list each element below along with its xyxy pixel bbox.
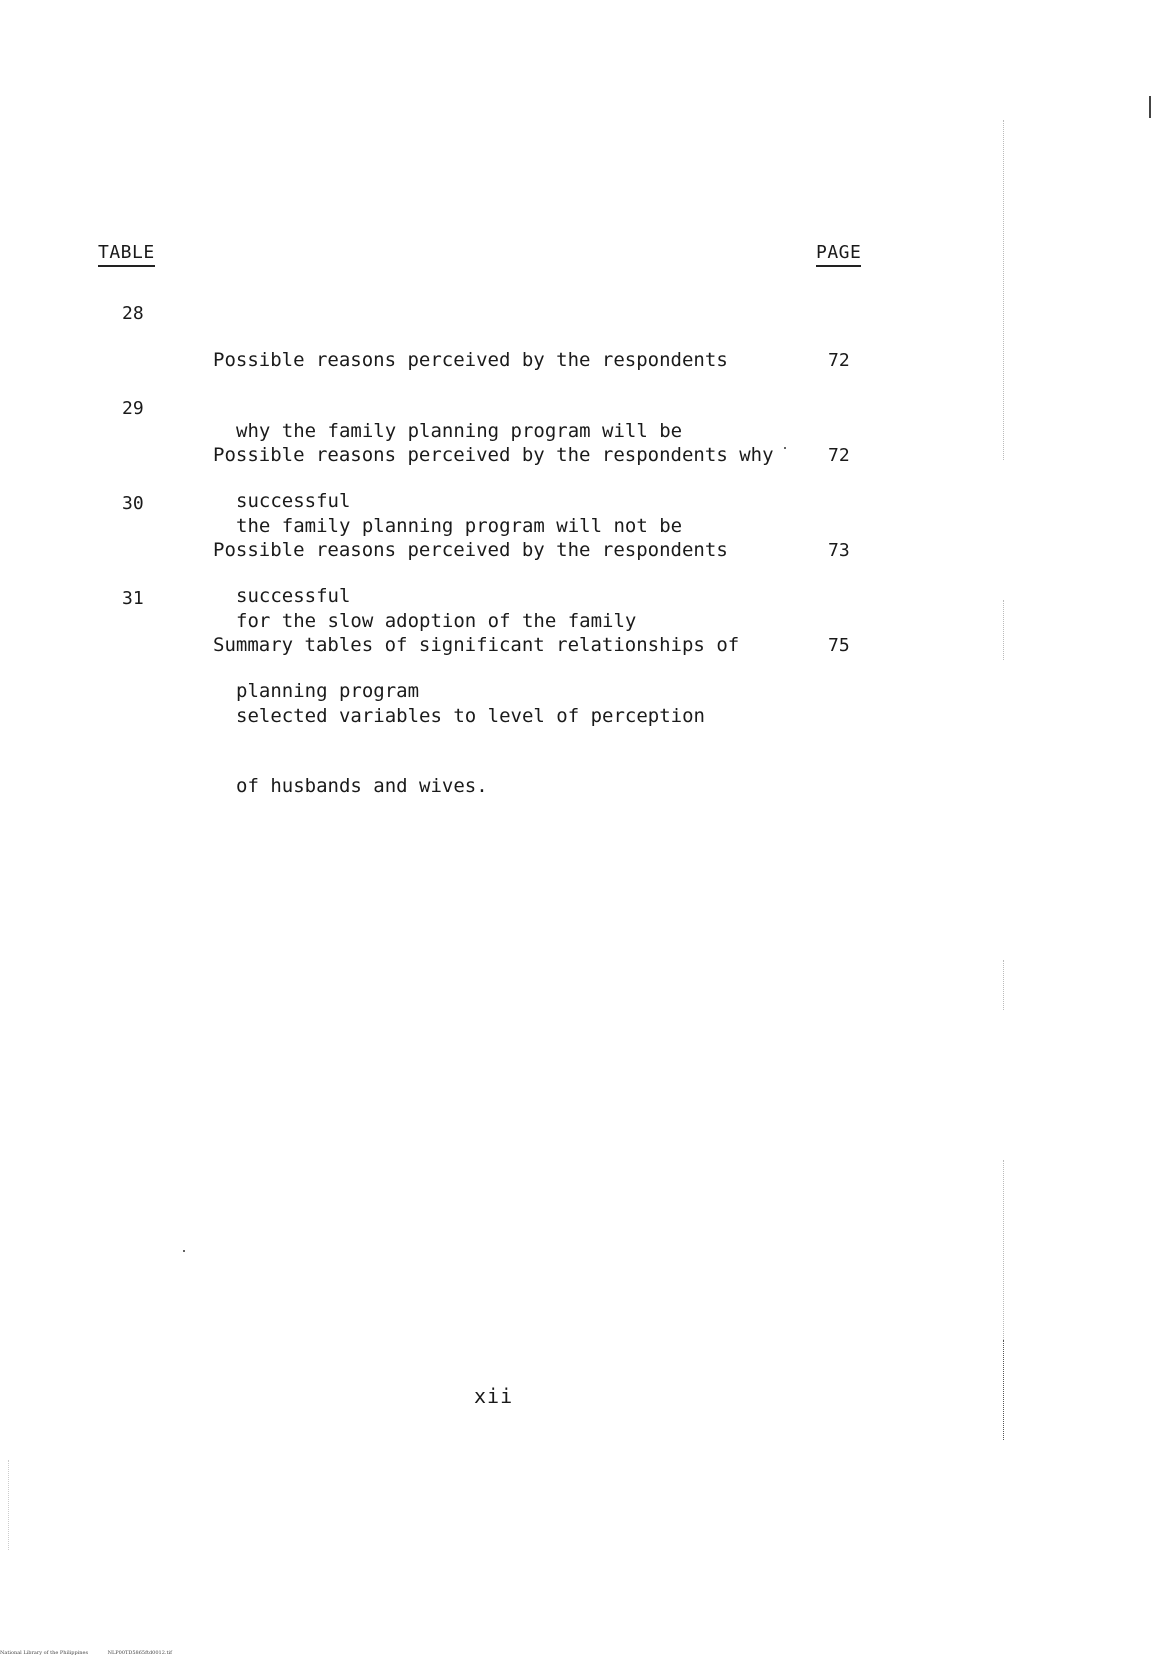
table-title-line: why the family planning program will be xyxy=(236,419,683,442)
page-column-header xyxy=(816,242,861,267)
page-header-label: PAGE xyxy=(816,242,861,267)
scan-file-label: NLP00TD5865ftd0012.tif xyxy=(107,1650,172,1656)
scan-library-label: National Library of the Philippines xyxy=(0,1650,89,1656)
page-number: xii xyxy=(474,1384,514,1408)
table-title-line: for the slow adoption of the family xyxy=(236,609,637,632)
table-column-header xyxy=(98,242,155,267)
table-title-line: planning program xyxy=(236,680,420,702)
table-title-line: the family planning program will not be xyxy=(236,514,683,537)
scan-edge-noise xyxy=(1003,120,1005,460)
table-title-line: Summary tables of significant relationships of xyxy=(213,634,740,656)
scan-speck xyxy=(183,1250,185,1252)
table-title-line: Possible reasons perceived by the respondents xyxy=(213,539,728,561)
table-number: 30 xyxy=(122,493,144,514)
page-reference: 72 xyxy=(828,445,850,466)
table-number: 31 xyxy=(122,588,144,609)
table-header-label: TABLE xyxy=(98,242,155,267)
table-title-line: Possible reasons perceived by the respondents why xyxy=(213,444,774,466)
page-reference: 75 xyxy=(828,635,850,656)
table-number: 29 xyxy=(122,398,144,419)
scan-edge-noise xyxy=(8,1460,9,1550)
scan-footer xyxy=(0,1650,190,1656)
table-title-line: selected variables to level of perception xyxy=(236,704,705,727)
page-reference: 72 xyxy=(828,350,850,371)
scan-speck xyxy=(784,447,786,449)
scan-edge-mark xyxy=(1149,96,1151,118)
scan-edge-noise xyxy=(1003,600,1005,660)
scan-edge-noise xyxy=(1003,960,1005,1010)
table-title-line: of husbands and wives. xyxy=(236,775,488,797)
table-number: 28 xyxy=(122,303,144,324)
table-title-line: Possible reasons perceived by the respondents xyxy=(213,349,728,371)
scan-edge-noise xyxy=(1003,1340,1005,1440)
page-reference: 73 xyxy=(828,540,850,561)
table-title-line: successful xyxy=(236,490,351,512)
table-title xyxy=(213,587,739,846)
table-title-line: successful xyxy=(236,585,351,607)
